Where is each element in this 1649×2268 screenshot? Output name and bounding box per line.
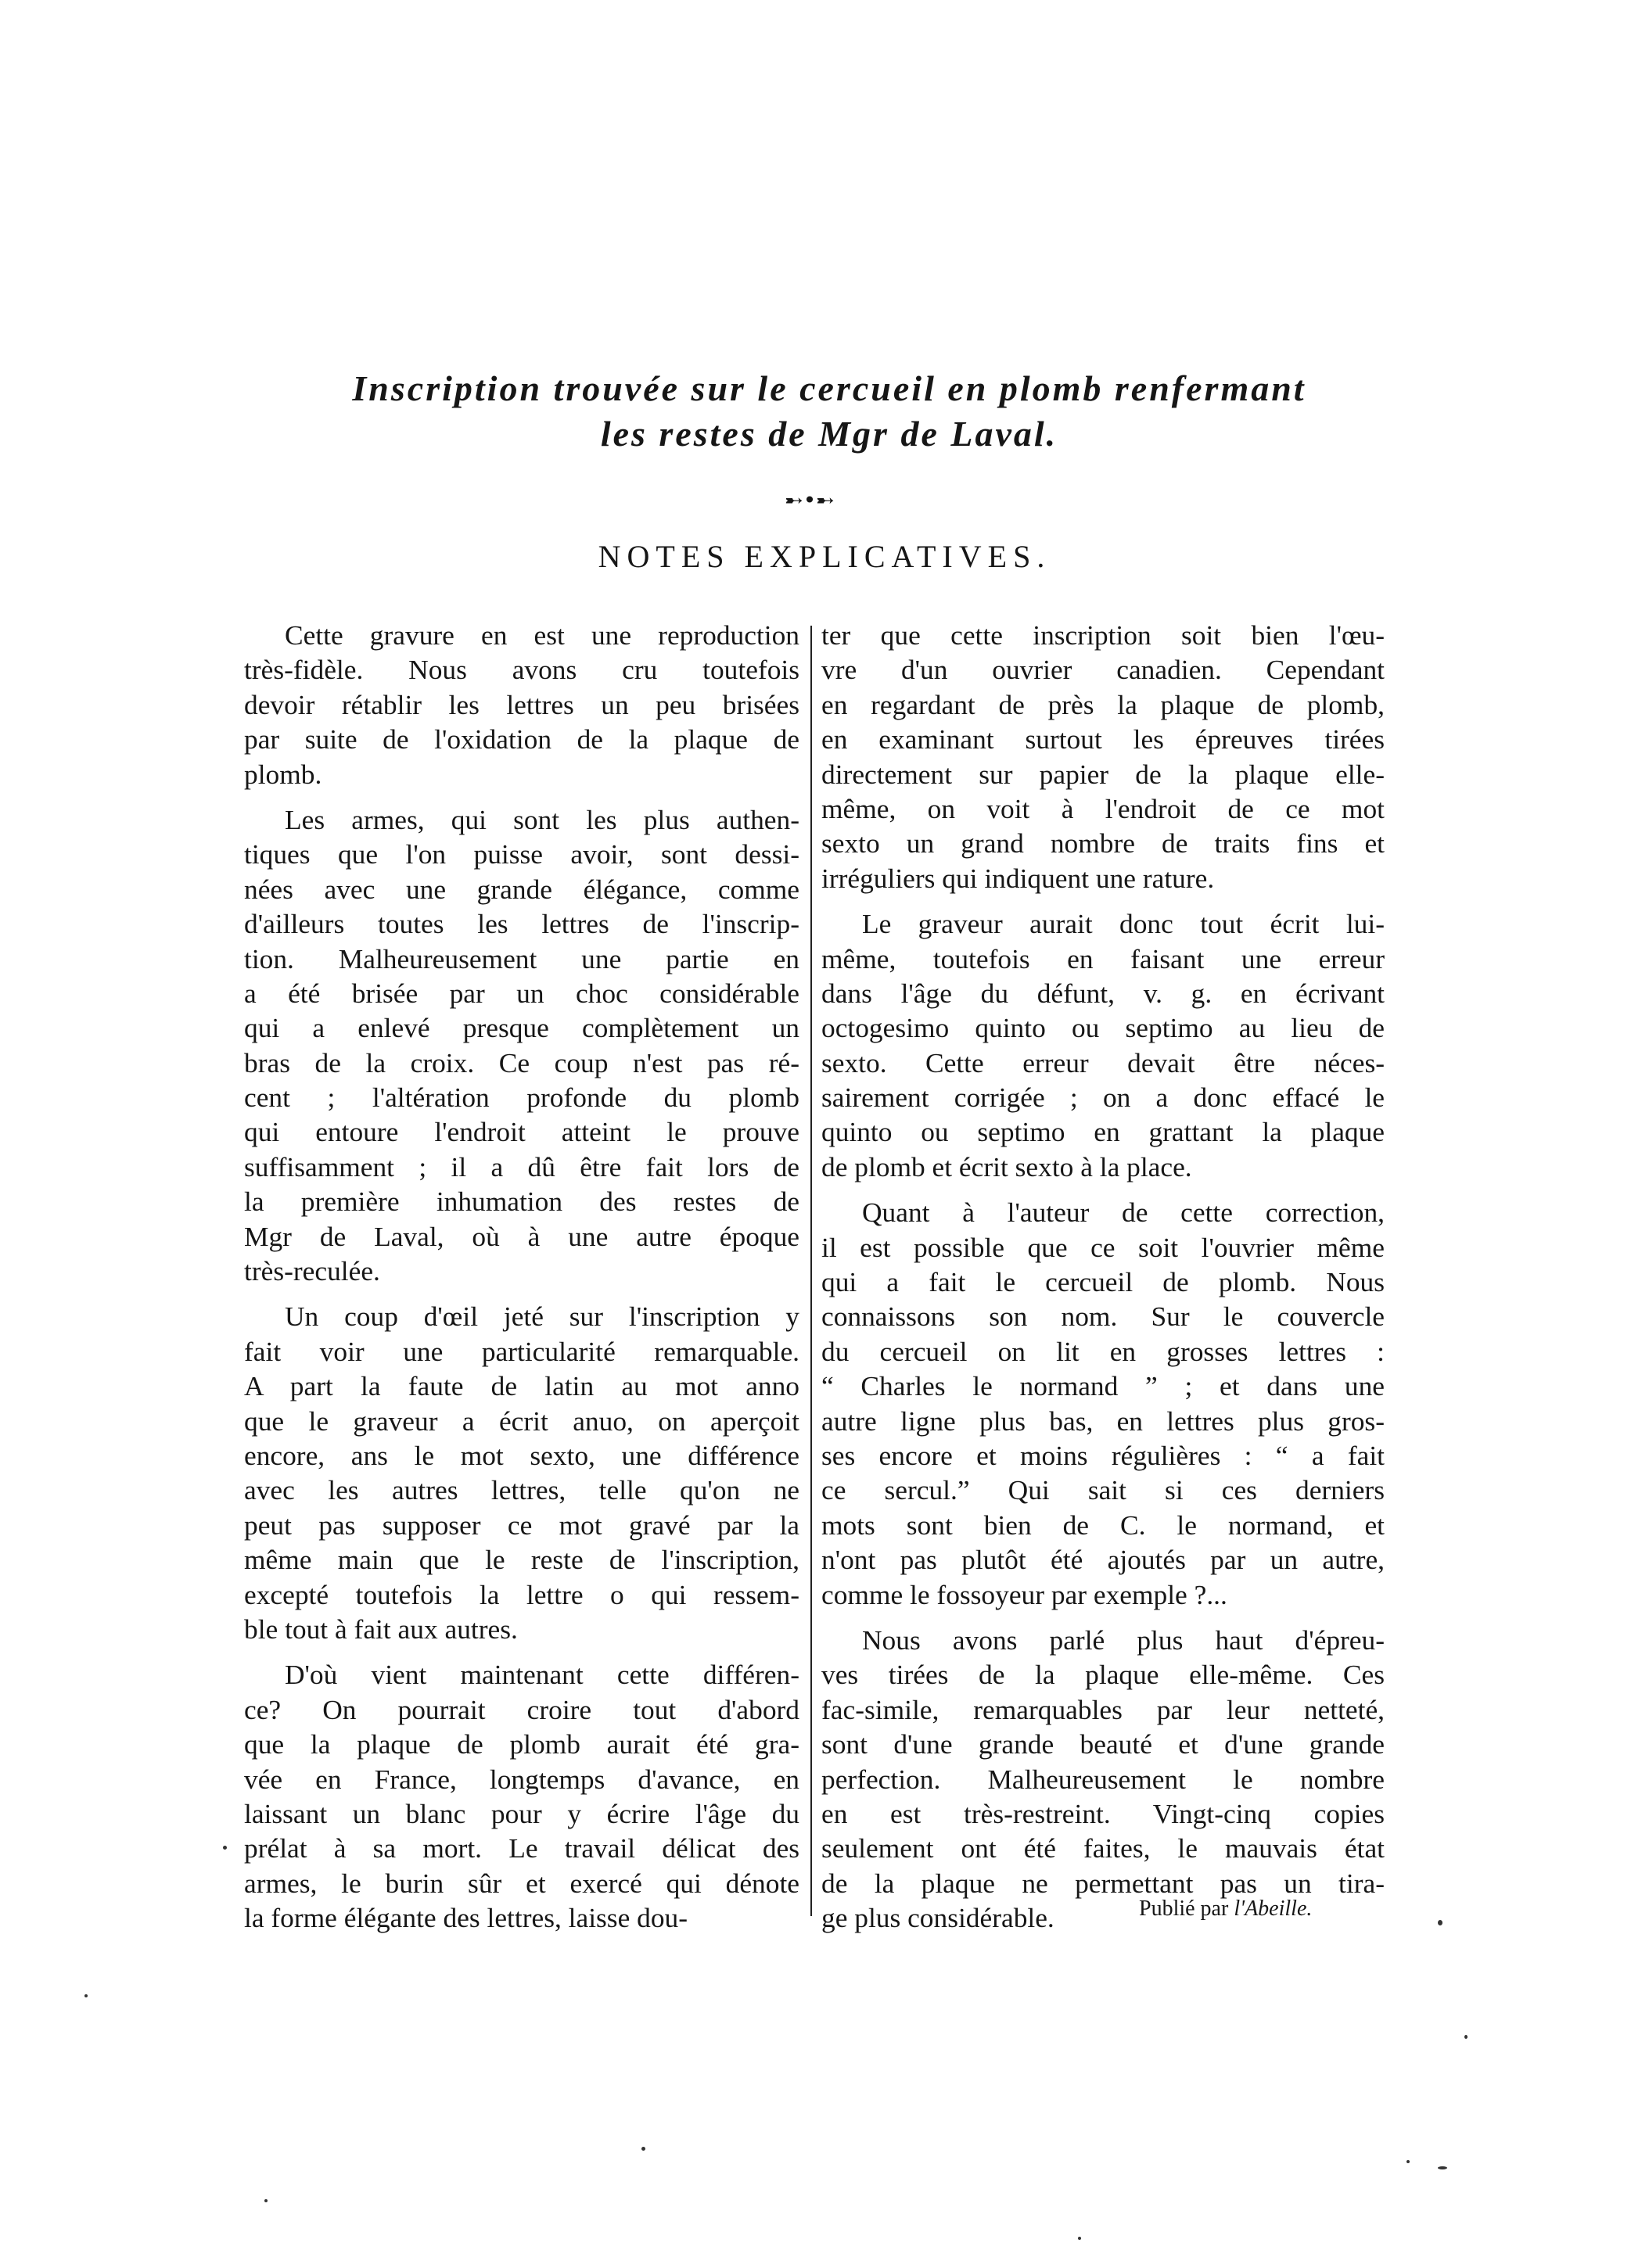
text-line: Mgr de Laval, où à une autre époque	[244, 1220, 799, 1252]
text-line: la forme élégante des lettres, laisse dou-	[244, 1902, 688, 1934]
left-column	[244, 618, 799, 1935]
text-line: mots sont bien de C. le normand, et	[821, 1509, 1385, 1541]
text-line: sexto. Cette erreur devait être néces-	[821, 1046, 1385, 1078]
text-line: Les armes, qui sont les plus authen-	[285, 803, 799, 835]
text-line: ses encore et moins régulières : “ a fait	[821, 1439, 1385, 1471]
text-line: par suite de l'oxidation de la plaque de	[244, 723, 799, 755]
text-line: de plomb et écrit sexto à la place.	[821, 1150, 1192, 1182]
text-line: Un coup d'œil jeté sur l'inscription y	[285, 1301, 799, 1333]
right-column	[821, 618, 1385, 1935]
text-line: suffisamment ; il a dû être fait lors de	[244, 1150, 799, 1182]
text-line: excepté toutefois la lettre o qui ressem-	[244, 1578, 799, 1610]
text-line: directement sur papier de la plaque elle-	[821, 758, 1385, 790]
text-line: en est très-restreint. Vingt-cinq copies	[821, 1797, 1385, 1829]
text-line: peut pas supposer ce mot gravé par la	[244, 1509, 799, 1541]
publication-credit	[1139, 1896, 1312, 1922]
title-line-1: Inscription trouvée sur le cercueil en plomb renfermant	[352, 368, 1306, 408]
paragraph-gap	[821, 895, 1385, 906]
text-line: ves tirées de la plaque elle-même. Ces	[821, 1659, 1385, 1691]
text-line: connaissons son nom. Sur le couvercle	[821, 1301, 1385, 1333]
text-line: devoir rétablir les lettres un peu brisées	[244, 688, 799, 720]
text-line: ter que cette inscription soit bien l'œu-	[821, 619, 1385, 651]
paragraph-gap	[821, 1184, 1385, 1195]
section-heading: NOTES EXPLICATIVES.	[598, 539, 1051, 574]
text-line: seulement ont été faites, le mauvais état	[821, 1832, 1385, 1864]
text-line: A part la faute de latin au mot anno	[244, 1370, 799, 1402]
text-line: quinto ou septimo en grattant la plaque	[821, 1116, 1385, 1148]
text-line: Cette gravure en est une reproduction	[285, 619, 799, 651]
text-line: du cercueil on lit en grosses lettres :	[821, 1335, 1385, 1367]
title-ornament: ➸•➸	[785, 487, 835, 513]
text-line: avec les autres lettres, telle qu'on ne	[244, 1474, 799, 1506]
paragraph-gap	[244, 1646, 799, 1657]
text-line: très-reculée.	[244, 1255, 380, 1287]
text-line: ble tout à fait aux autres.	[244, 1613, 518, 1645]
text-line: plomb.	[244, 758, 322, 790]
scan-speck	[641, 2147, 645, 2151]
paragraph-gap	[244, 1288, 799, 1299]
text-line: en examinant surtout les épreuves tirées	[821, 723, 1385, 755]
scan-speck	[1438, 1920, 1442, 1925]
text-line: dans l'âge du défunt, v. g. en écrivant	[821, 977, 1385, 1009]
scan-speck	[84, 1994, 88, 1997]
text-line: bras de la croix. Ce coup n'est pas ré-	[244, 1046, 799, 1078]
title-line-2: les restes de Mgr de Laval.	[600, 414, 1058, 454]
text-line: nées avec une grande élégance, comme	[244, 873, 799, 905]
scan-speck	[223, 1846, 227, 1850]
text-line: sairement corrigée ; on a donc effacé le	[821, 1082, 1385, 1114]
text-line: qui a fait le cercueil de plomb. Nous	[821, 1266, 1385, 1298]
text-line: Quant à l'auteur de cette correction,	[862, 1197, 1385, 1229]
paragraph-gap	[244, 791, 799, 802]
text-line: que le graveur a écrit anuo, on aperçoit	[244, 1405, 799, 1437]
paragraph-gap	[821, 1612, 1385, 1623]
column-divider	[810, 626, 812, 1916]
scan-speck	[1464, 2035, 1468, 2039]
scan-speck	[1438, 2166, 1447, 2169]
text-line: octogesimo quinto ou septimo au lieu de	[821, 1012, 1385, 1044]
text-line: qui entoure l'endroit atteint le prouve	[244, 1116, 799, 1148]
text-line: ce? On pourrait croire tout d'abord	[244, 1693, 799, 1725]
text-line: autre ligne plus bas, en lettres plus gros-	[821, 1405, 1385, 1437]
text-line: encore, ans le mot sexto, une différence	[244, 1439, 799, 1471]
text-line: même main que le reste de l'inscription,	[244, 1544, 799, 1576]
text-line: qui a enlevé presque complètement un	[244, 1012, 799, 1044]
text-line: fac-simile, remarquables par leur netteté,	[821, 1693, 1385, 1725]
text-line: D'où vient maintenant cette différen-	[285, 1659, 799, 1691]
credit-prefix: Publié par	[1139, 1897, 1234, 1921]
text-line: même, on voit à l'endroit de ce mot	[821, 792, 1385, 824]
text-line: vée en France, longtemps d'avance, en	[244, 1763, 799, 1795]
scan-speck	[1406, 2160, 1410, 2163]
text-line: perfection. Malheureusement le nombre	[821, 1763, 1385, 1795]
text-line: il est possible que ce soit l'ouvrier même	[821, 1231, 1385, 1263]
text-line: que la plaque de plomb aurait été gra-	[244, 1728, 799, 1760]
text-line: très-fidèle. Nous avons cru toutefois	[244, 654, 799, 686]
text-line: tiques que l'on puisse avoir, sont dessi-	[244, 838, 799, 870]
text-line: comme le fossoyeur par exemple ?...	[821, 1578, 1227, 1610]
text-line: irréguliers qui indiquent une rature.	[821, 862, 1215, 894]
text-line: vre d'un ouvrier canadien. Cependant	[821, 654, 1385, 686]
text-line: la première inhumation des restes de	[244, 1186, 799, 1218]
text-line: en regardant de près la plaque de plomb,	[821, 688, 1385, 720]
article-title	[235, 366, 1424, 457]
text-line: même, toutefois en faisant une erreur	[821, 942, 1385, 974]
text-line: Nous avons parlé plus haut d'épreu-	[862, 1624, 1385, 1656]
text-line: sont d'une grande beauté et d'une grande	[821, 1728, 1385, 1760]
text-line: Le graveur aurait donc tout écrit lui-	[862, 908, 1385, 940]
text-line: n'ont pas plutôt été ajoutés par un autre,	[821, 1544, 1385, 1576]
credit-source: l'Abeille.	[1234, 1897, 1313, 1921]
text-line: fait voir une particularité remarquable.	[244, 1335, 799, 1367]
scan-speck	[264, 2199, 268, 2202]
scan-speck	[1078, 2237, 1081, 2240]
text-line: “ Charles le normand ” ; et dans une	[821, 1370, 1385, 1402]
text-line: a été brisée par un choc considérable	[244, 977, 799, 1009]
text-line: sexto un grand nombre de traits fins et	[821, 827, 1385, 859]
text-line: de la plaque ne permettant pas un tira-	[821, 1867, 1385, 1899]
text-line: tion. Malheureusement une partie en	[244, 942, 799, 974]
text-line: cent ; l'altération profonde du plomb	[244, 1082, 799, 1114]
text-line: ce sercul.” Qui sait si ces derniers	[821, 1474, 1385, 1506]
text-line: ge plus considérable.	[821, 1902, 1054, 1934]
text-line: laissant un blanc pour y écrire l'âge du	[244, 1797, 799, 1829]
text-line: d'ailleurs toutes les lettres de l'inscrip-	[244, 908, 799, 940]
text-line: prélat à sa mort. Le travail délicat des	[244, 1832, 799, 1864]
text-line: armes, le burin sûr et exercé qui dénote	[244, 1867, 799, 1899]
